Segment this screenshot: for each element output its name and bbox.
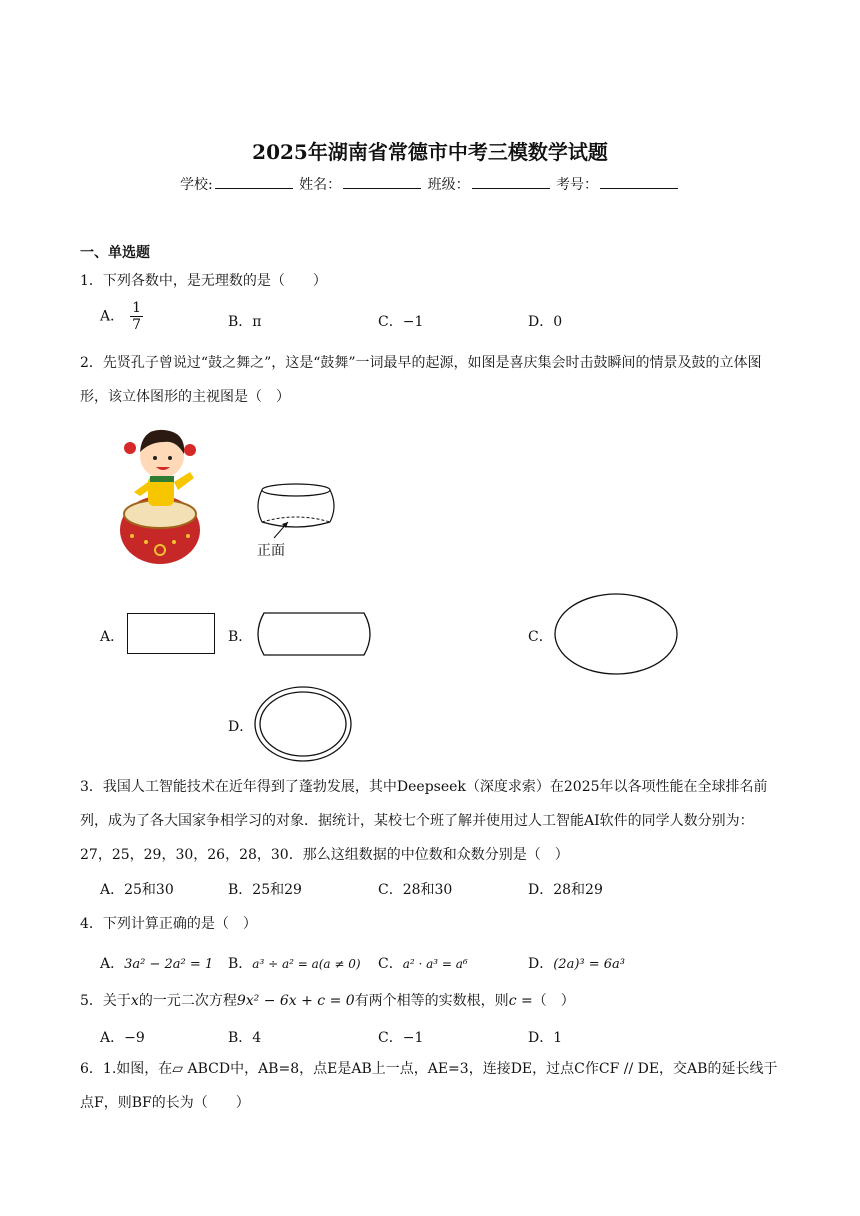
question-5-option-c: C．−1: [378, 1030, 424, 1046]
ellipse-shape: [552, 592, 680, 676]
question-2-option-d-label: D．: [228, 719, 254, 735]
exam-number-label: 考号：: [556, 177, 599, 193]
question-3-option-c: C．28和30: [378, 882, 453, 898]
rectangle-shape: [127, 613, 215, 654]
question-4-option-a: A．3a² − 2a² = 1: [100, 956, 214, 972]
question-5-option-d: D．1: [528, 1030, 563, 1046]
section-heading: 一、单选题: [80, 245, 150, 261]
question-6-stem: 6．1.如图，在▱ ABCD中，AB=8，点E是AB上一点，AE=3，连接DE，过点C作CF // DE，交AB的延长线于点F，则BF的长为（ ）: [80, 1061, 778, 1111]
question-4-option-b: B．a³ ÷ a² = a(a ≠ 0): [228, 956, 361, 972]
question-4-option-d: D．(2a)³ = 6a³: [528, 956, 626, 972]
question-1-option-b: B．π: [228, 314, 262, 330]
drummer-child-illustration: [112, 420, 212, 566]
student-info-line: [0, 174, 860, 194]
page-title: 2025年湖南省常德市中考三模数学试题: [252, 140, 608, 164]
question-1-option-d: D．0: [528, 314, 563, 330]
rounded-barrel-shape: [252, 612, 376, 656]
school-blank[interactable]: [215, 176, 293, 189]
exam-number-blank[interactable]: [600, 176, 678, 189]
question-3-stem: 3．我国人工智能技术在近年得到了蓬勃发展，其中Deepseek（深度求索）在2025年以各项性能在全球排名前列，成为了各大国家争相学习的对象．据统计，某校七个班了解并使用过人工智能AI软件的同学人数分别为：27，25，29，30，26，28，30．那么这组数据的中位数和众数分别是（ ）: [80, 779, 768, 863]
question-3-option-d: D．28和29: [528, 882, 603, 898]
question-4-stem: 4．下列计算正确的是（ ）: [80, 916, 257, 932]
question-1-stem: 1．下列各数中，是无理数的是（ ）: [80, 273, 327, 289]
question-1-option-a: A． $\frac{1}{7}$: [100, 300, 142, 333]
double-ellipse-shape: [252, 684, 354, 764]
class-label: 班级：: [427, 177, 470, 193]
name-label: 姓名：: [299, 177, 342, 193]
front-view-label: 正面: [257, 543, 285, 559]
question-4-option-c: C．a² · a³ = a⁶: [378, 956, 468, 972]
question-5-option-b: B．4: [228, 1030, 262, 1046]
question-3-option-b: B．25和29: [228, 882, 302, 898]
class-blank[interactable]: [472, 176, 550, 189]
question-2-option-a-label: A．: [100, 629, 125, 645]
name-blank[interactable]: [343, 176, 421, 189]
question-2-option-c-label: C．: [528, 629, 553, 645]
fraction: $\frac{1}{7}$: [132, 300, 142, 333]
question-3-option-a: A．25和30: [100, 882, 174, 898]
question-1-option-c: C．−1: [378, 314, 424, 330]
question-2-stem: 2．先贤孔子曾说过“鼓之舞之”，这是“鼓舞”一词最早的起源，如图是喜庆集会时击鼓瞬间的情景及鼓的立体图形，该立体图形的主视图是（ ）: [80, 355, 762, 405]
school-label: 学校:: [179, 177, 213, 193]
question-2-option-b-label: B．: [228, 629, 253, 645]
question-5-option-a: A．−9: [100, 1030, 145, 1046]
question-5-stem: 5．关于x的一元二次方程9x² − 6x + c = 0有两个相等的实数根，则c =（ ）: [80, 993, 575, 1009]
